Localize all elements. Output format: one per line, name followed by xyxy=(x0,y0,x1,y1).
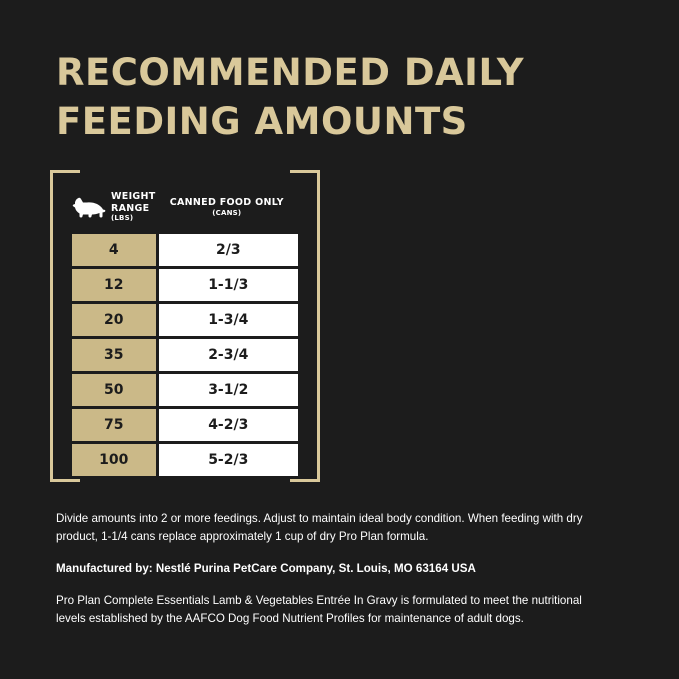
weight-cell: 75 xyxy=(72,409,156,441)
amount-cell: 2-3/4 xyxy=(156,339,298,371)
feeding-note: Divide amounts into 2 or more feedings. Adjust to maintain ideal body condition. When feeding with dry product, 1-1/4 cans replace approximately 1 cup of dry Pro Plan formula. xyxy=(56,512,583,543)
table-body xyxy=(72,234,298,476)
weight-cell: 50 xyxy=(72,374,156,406)
page-title-line-1: RECOMMENDED DAILY xyxy=(56,51,525,94)
amount-cell: 3-1/2 xyxy=(156,374,298,406)
column-header-weight-sub: (LBS) xyxy=(111,214,134,223)
amount-cell: 4-2/3 xyxy=(156,409,298,441)
amount-cell: 5-2/3 xyxy=(156,444,298,476)
table-row xyxy=(72,444,298,476)
dog-silhouette-icon xyxy=(72,196,106,218)
weight-cell: 35 xyxy=(72,339,156,371)
page-title xyxy=(56,48,616,146)
page-title-line-2: FEEDING AMOUNTS xyxy=(56,100,468,144)
weight-cell: 12 xyxy=(72,269,156,301)
weight-cell: 4 xyxy=(72,234,156,266)
amount-cell: 2/3 xyxy=(156,234,298,266)
amount-cell: 1-1/3 xyxy=(156,269,298,301)
bracket-top-right xyxy=(290,170,320,173)
column-header-weight-text xyxy=(111,191,156,222)
table-row xyxy=(72,304,298,336)
column-header-weight-main: WEIGHT RANGE xyxy=(111,191,156,214)
bracket-bottom-right xyxy=(290,479,320,482)
table-row xyxy=(72,374,298,406)
bracket-top-left xyxy=(50,170,80,173)
bracket-right xyxy=(317,170,320,482)
aafco-statement: Pro Plan Complete Essentials Lamb & Vegetables Entrée In Gravy is formulated to meet the nutritional levels established by the AAFCO Dog Food Nutrient Profiles for maintenance of adult dogs. xyxy=(56,593,582,625)
table-row xyxy=(72,339,298,371)
bracket-bottom-left xyxy=(50,479,80,482)
column-header-amount xyxy=(156,183,298,231)
column-header-amount-sub: (CANS) xyxy=(212,208,242,217)
table-header xyxy=(72,183,298,231)
table-header-row xyxy=(72,183,298,231)
weight-cell: 20 xyxy=(72,304,156,336)
manufacturer-note: Manufactured by: Nestlé Purina PetCare Company, St. Louis, MO 63164 USA xyxy=(56,561,476,575)
weight-cell: 100 xyxy=(72,444,156,476)
feeding-table xyxy=(72,180,298,479)
amount-cell: 1-3/4 xyxy=(156,304,298,336)
feeding-table-container xyxy=(50,170,320,482)
column-header-weight xyxy=(72,183,156,231)
table-row xyxy=(72,234,298,266)
bracket-left xyxy=(50,170,53,482)
table-row xyxy=(72,269,298,301)
column-header-amount-main: CANNED FOOD ONLY xyxy=(169,196,284,208)
notes-section xyxy=(56,510,596,628)
table-row xyxy=(72,409,298,441)
